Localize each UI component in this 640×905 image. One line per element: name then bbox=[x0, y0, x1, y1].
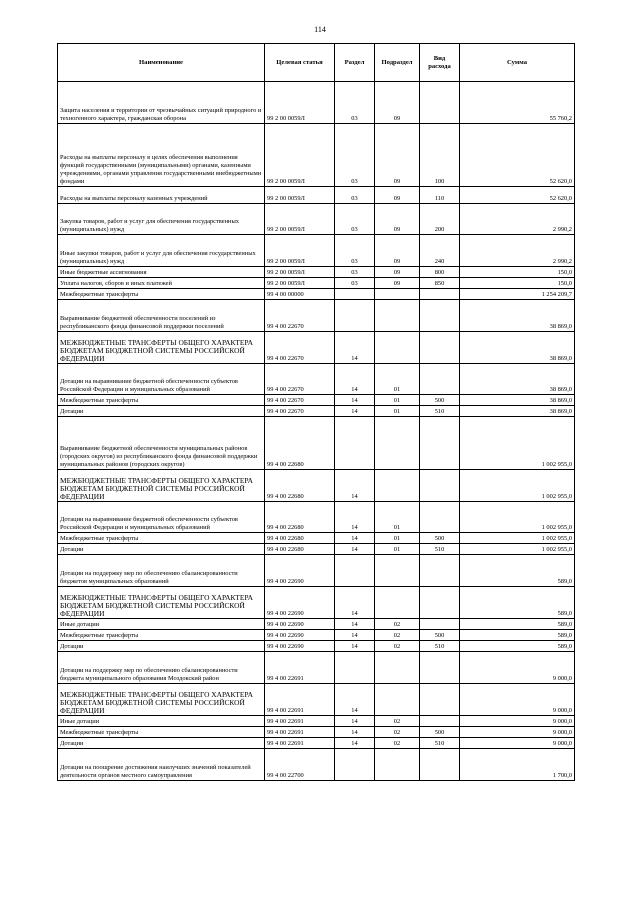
row-name-cell: Дотации на поддержку мер по обеспечению сбалансированности бюджетов муниципальных образований bbox=[58, 555, 265, 587]
row-section-cell bbox=[335, 749, 375, 781]
table-row bbox=[58, 204, 575, 235]
row-section-cell: 03 bbox=[335, 204, 375, 235]
row-name-cell: Межбюджетные трансферты bbox=[58, 289, 265, 300]
table-row bbox=[58, 82, 575, 124]
row-expense-type-cell bbox=[420, 684, 460, 716]
row-amount-cell: 589,0 bbox=[460, 630, 575, 641]
row-target-cell: 99 4 00 22690 bbox=[265, 555, 335, 587]
table-row bbox=[58, 738, 575, 749]
row-target-cell: 99 4 00 22680 bbox=[265, 470, 335, 502]
row-section-cell: 14 bbox=[335, 684, 375, 716]
row-expense-type-cell bbox=[420, 470, 460, 502]
row-expense-type-cell: 500 bbox=[420, 533, 460, 544]
budget-table bbox=[57, 43, 575, 781]
row-amount-cell: 589,0 bbox=[460, 619, 575, 630]
row-amount-cell: 2 990,2 bbox=[460, 235, 575, 267]
row-section-cell: 03 bbox=[335, 267, 375, 278]
table-row bbox=[58, 749, 575, 781]
row-expense-type-cell: 500 bbox=[420, 395, 460, 406]
row-name-cell: Дотации bbox=[58, 544, 265, 555]
row-expense-type-cell bbox=[420, 364, 460, 395]
row-section-cell bbox=[335, 555, 375, 587]
row-amount-cell: 1 002 955,0 bbox=[460, 470, 575, 502]
row-amount-cell: 1 700,0 bbox=[460, 749, 575, 781]
row-section-cell: 14 bbox=[335, 619, 375, 630]
row-section-cell: 14 bbox=[335, 395, 375, 406]
row-section-cell: 14 bbox=[335, 470, 375, 502]
row-expense-type-cell: 510 bbox=[420, 544, 460, 555]
row-expense-type-cell bbox=[420, 289, 460, 300]
row-name-cell: Защита населения и территории от чрезвычайных ситуаций природного и техногенного характера, гражданская оборона bbox=[58, 82, 265, 124]
row-name-cell: Межбюджетные трансферты bbox=[58, 395, 265, 406]
row-expense-type-cell: 510 bbox=[420, 406, 460, 417]
row-section-cell: 03 bbox=[335, 278, 375, 289]
row-subsection-cell bbox=[375, 555, 420, 587]
row-name-cell: Расходы на выплаты персоналу казенных учреждений bbox=[58, 187, 265, 204]
row-subsection-cell: 01 bbox=[375, 395, 420, 406]
table-row bbox=[58, 587, 575, 619]
row-target-cell: 99 4 00 22680 bbox=[265, 417, 335, 470]
row-expense-type-cell bbox=[420, 749, 460, 781]
row-target-cell: 99 4 00 22670 bbox=[265, 332, 335, 364]
row-subsection-cell: 02 bbox=[375, 727, 420, 738]
row-subsection-cell: 01 bbox=[375, 406, 420, 417]
row-amount-cell: 1 254 209,7 bbox=[460, 289, 575, 300]
row-target-cell: 99 4 00 22690 bbox=[265, 587, 335, 619]
row-subsection-cell: 02 bbox=[375, 619, 420, 630]
row-name-cell: Иные бюджетные ассигнования bbox=[58, 267, 265, 278]
row-amount-cell: 38 869,0 bbox=[460, 395, 575, 406]
row-expense-type-cell: 850 bbox=[420, 278, 460, 289]
row-subsection-cell: 09 bbox=[375, 187, 420, 204]
row-subsection-cell: 02 bbox=[375, 641, 420, 652]
row-name-cell: Иные закупки товаров, работ и услуг для обеспечения государственных (муниципальных) нужд bbox=[58, 235, 265, 267]
row-subsection-cell: 09 bbox=[375, 235, 420, 267]
table-row bbox=[58, 417, 575, 470]
row-target-cell: 99 2 00 0059Л bbox=[265, 235, 335, 267]
row-amount-cell: 38 869,0 bbox=[460, 406, 575, 417]
row-name-cell: МЕЖБЮДЖЕТНЫЕ ТРАНСФЕРТЫ ОБЩЕГО ХАРАКТЕРА БЮДЖЕТАМ БЮДЖЕТНОЙ СИСТЕМЫ РОССИЙСКОЙ ФЕДЕРАЦИИ bbox=[58, 684, 265, 716]
row-expense-type-cell: 510 bbox=[420, 738, 460, 749]
table-row bbox=[58, 278, 575, 289]
table-row bbox=[58, 727, 575, 738]
table-row bbox=[58, 364, 575, 395]
row-target-cell: 99 4 00 22690 bbox=[265, 641, 335, 652]
row-amount-cell: 52 620,0 bbox=[460, 187, 575, 204]
row-name-cell: МЕЖБЮДЖЕТНЫЕ ТРАНСФЕРТЫ ОБЩЕГО ХАРАКТЕРА БЮДЖЕТАМ БЮДЖЕТНОЙ СИСТЕМЫ РОССИЙСКОЙ ФЕДЕРАЦИИ bbox=[58, 587, 265, 619]
row-section-cell bbox=[335, 289, 375, 300]
row-target-cell: 99 4 00 22691 bbox=[265, 684, 335, 716]
row-section-cell bbox=[335, 300, 375, 332]
row-section-cell: 14 bbox=[335, 406, 375, 417]
row-target-cell: 99 4 00 22690 bbox=[265, 630, 335, 641]
table-row bbox=[58, 289, 575, 300]
table-row bbox=[58, 300, 575, 332]
row-name-cell: Дотации на поддержку мер по обеспечению сбалансированности бюджета муниципального образования Моздокский район bbox=[58, 652, 265, 684]
table-row bbox=[58, 533, 575, 544]
row-target-cell: 99 2 00 0059Л bbox=[265, 82, 335, 124]
row-section-cell bbox=[335, 652, 375, 684]
row-amount-cell: 9 000,0 bbox=[460, 716, 575, 727]
row-amount-cell: 9 000,0 bbox=[460, 684, 575, 716]
row-amount-cell: 589,0 bbox=[460, 641, 575, 652]
row-section-cell: 14 bbox=[335, 587, 375, 619]
row-section-cell: 14 bbox=[335, 727, 375, 738]
row-expense-type-cell: 510 bbox=[420, 641, 460, 652]
col-header-expense-type: Вид расхода bbox=[420, 44, 460, 82]
row-target-cell: 99 4 00 22670 bbox=[265, 406, 335, 417]
table-row bbox=[58, 630, 575, 641]
table-row bbox=[58, 395, 575, 406]
row-target-cell: 99 4 00 22691 bbox=[265, 738, 335, 749]
row-subsection-cell: 01 bbox=[375, 364, 420, 395]
table-row bbox=[58, 619, 575, 630]
row-name-cell: Межбюджетные трансферты bbox=[58, 630, 265, 641]
table-row bbox=[58, 544, 575, 555]
row-subsection-cell: 01 bbox=[375, 533, 420, 544]
col-header-amount: Сумма bbox=[460, 44, 575, 82]
row-name-cell: Межбюджетные трансферты bbox=[58, 533, 265, 544]
table-row bbox=[58, 124, 575, 187]
row-target-cell: 99 4 00 22691 bbox=[265, 652, 335, 684]
row-subsection-cell: 09 bbox=[375, 204, 420, 235]
row-expense-type-cell: 100 bbox=[420, 124, 460, 187]
row-expense-type-cell: 800 bbox=[420, 267, 460, 278]
row-subsection-cell: 09 bbox=[375, 278, 420, 289]
row-amount-cell: 38 869,0 bbox=[460, 332, 575, 364]
row-expense-type-cell bbox=[420, 652, 460, 684]
row-section-cell: 14 bbox=[335, 533, 375, 544]
table-row bbox=[58, 555, 575, 587]
table-row bbox=[58, 716, 575, 727]
row-name-cell: Закупка товаров, работ и услуг для обеспечения государственных (муниципальных) нужд bbox=[58, 204, 265, 235]
row-section-cell: 14 bbox=[335, 544, 375, 555]
row-amount-cell: 52 620,0 bbox=[460, 124, 575, 187]
row-subsection-cell bbox=[375, 749, 420, 781]
row-name-cell: МЕЖБЮДЖЕТНЫЕ ТРАНСФЕРТЫ ОБЩЕГО ХАРАКТЕРА БЮДЖЕТАМ БЮДЖЕТНОЙ СИСТЕМЫ РОССИЙСКОЙ ФЕДЕРАЦИИ bbox=[58, 470, 265, 502]
row-section-cell: 14 bbox=[335, 716, 375, 727]
col-header-subsection: Подраздел bbox=[375, 44, 420, 82]
table-row bbox=[58, 406, 575, 417]
row-section-cell bbox=[335, 417, 375, 470]
row-target-cell: 99 4 00 22670 bbox=[265, 300, 335, 332]
row-amount-cell: 9 000,0 bbox=[460, 652, 575, 684]
row-subsection-cell: 02 bbox=[375, 716, 420, 727]
row-expense-type-cell bbox=[420, 555, 460, 587]
row-subsection-cell bbox=[375, 417, 420, 470]
row-expense-type-cell: 500 bbox=[420, 727, 460, 738]
row-amount-cell: 1 002 955,0 bbox=[460, 502, 575, 533]
row-subsection-cell bbox=[375, 289, 420, 300]
row-subsection-cell: 02 bbox=[375, 630, 420, 641]
row-target-cell: 99 4 00 00000 bbox=[265, 289, 335, 300]
table-row bbox=[58, 235, 575, 267]
row-section-cell: 14 bbox=[335, 364, 375, 395]
row-subsection-cell: 01 bbox=[375, 502, 420, 533]
row-section-cell: 03 bbox=[335, 82, 375, 124]
row-amount-cell: 150,0 bbox=[460, 278, 575, 289]
row-expense-type-cell bbox=[420, 587, 460, 619]
row-section-cell: 14 bbox=[335, 332, 375, 364]
row-name-cell: Дотации на выравнивание бюджетной обеспеченности субъектов Российской Федерации и муниципальных образований bbox=[58, 502, 265, 533]
row-amount-cell: 38 869,0 bbox=[460, 364, 575, 395]
row-expense-type-cell bbox=[420, 716, 460, 727]
row-target-cell: 99 4 00 22670 bbox=[265, 395, 335, 406]
row-target-cell: 99 4 00 22691 bbox=[265, 727, 335, 738]
row-target-cell: 99 4 00 22691 bbox=[265, 716, 335, 727]
row-expense-type-cell bbox=[420, 502, 460, 533]
row-subsection-cell: 02 bbox=[375, 738, 420, 749]
row-expense-type-cell bbox=[420, 300, 460, 332]
table-row bbox=[58, 267, 575, 278]
row-section-cell: 14 bbox=[335, 630, 375, 641]
row-amount-cell: 9 000,0 bbox=[460, 738, 575, 749]
page-number: 114 bbox=[314, 25, 326, 34]
row-amount-cell: 2 990,2 bbox=[460, 204, 575, 235]
row-subsection-cell bbox=[375, 300, 420, 332]
row-name-cell: Дотации bbox=[58, 406, 265, 417]
table-row bbox=[58, 332, 575, 364]
row-name-cell: Дотации на поощрение достижения наилучших значений показателей деятельности органов местного самоуправления bbox=[58, 749, 265, 781]
row-subsection-cell: 09 bbox=[375, 267, 420, 278]
row-subsection-cell bbox=[375, 684, 420, 716]
table-row bbox=[58, 187, 575, 204]
row-amount-cell: 38 869,0 bbox=[460, 300, 575, 332]
row-amount-cell: 150,0 bbox=[460, 267, 575, 278]
row-name-cell: Дотации bbox=[58, 738, 265, 749]
row-target-cell: 99 2 00 0059Л bbox=[265, 124, 335, 187]
table-body bbox=[58, 82, 575, 781]
row-target-cell: 99 4 00 22680 bbox=[265, 544, 335, 555]
row-amount-cell: 9 000,0 bbox=[460, 727, 575, 738]
row-target-cell: 99 2 00 0059Л bbox=[265, 204, 335, 235]
table-row bbox=[58, 652, 575, 684]
row-subsection-cell: 01 bbox=[375, 544, 420, 555]
row-subsection-cell: 09 bbox=[375, 124, 420, 187]
row-target-cell: 99 4 00 22670 bbox=[265, 364, 335, 395]
row-section-cell: 03 bbox=[335, 235, 375, 267]
row-name-cell: Уплата налогов, сборов и иных платежей bbox=[58, 278, 265, 289]
col-header-target: Целевая статья bbox=[265, 44, 335, 82]
row-amount-cell: 1 002 955,0 bbox=[460, 417, 575, 470]
row-name-cell: Межбюджетные трансферты bbox=[58, 727, 265, 738]
row-amount-cell: 1 002 955,0 bbox=[460, 533, 575, 544]
row-name-cell: Иные дотации bbox=[58, 716, 265, 727]
row-section-cell: 14 bbox=[335, 738, 375, 749]
row-name-cell: Иные дотации bbox=[58, 619, 265, 630]
row-expense-type-cell: 500 bbox=[420, 630, 460, 641]
row-subsection-cell: 09 bbox=[375, 82, 420, 124]
col-header-section: Раздел bbox=[335, 44, 375, 82]
row-target-cell: 99 4 00 22680 bbox=[265, 502, 335, 533]
row-name-cell: Выравнивание бюджетной обеспеченности муниципальных районов (городских округов) из республиканского фонда финансовой поддержки муниципальных районов (городских округов) bbox=[58, 417, 265, 470]
row-target-cell: 99 4 00 22700 bbox=[265, 749, 335, 781]
row-expense-type-cell: 110 bbox=[420, 187, 460, 204]
row-name-cell: МЕЖБЮДЖЕТНЫЕ ТРАНСФЕРТЫ ОБЩЕГО ХАРАКТЕРА БЮДЖЕТАМ БЮДЖЕТНОЙ СИСТЕМЫ РОССИЙСКОЙ ФЕДЕРАЦИИ bbox=[58, 332, 265, 364]
row-expense-type-cell bbox=[420, 619, 460, 630]
row-expense-type-cell: 200 bbox=[420, 204, 460, 235]
table-row bbox=[58, 502, 575, 533]
row-section-cell: 03 bbox=[335, 187, 375, 204]
row-expense-type-cell: 240 bbox=[420, 235, 460, 267]
row-target-cell: 99 2 00 0059Л bbox=[265, 267, 335, 278]
row-target-cell: 99 2 00 0059Л bbox=[265, 187, 335, 204]
row-amount-cell: 589,0 bbox=[460, 555, 575, 587]
row-expense-type-cell bbox=[420, 417, 460, 470]
row-target-cell: 99 2 00 0059Л bbox=[265, 278, 335, 289]
row-subsection-cell bbox=[375, 652, 420, 684]
row-section-cell: 14 bbox=[335, 641, 375, 652]
row-target-cell: 99 4 00 22680 bbox=[265, 533, 335, 544]
row-name-cell: Выравнивание бюджетной обеспеченности поселений из республиканского фонда финансовой поддержки поселений bbox=[58, 300, 265, 332]
table-header-row bbox=[58, 44, 575, 82]
row-amount-cell: 1 002 955,0 bbox=[460, 544, 575, 555]
row-expense-type-cell bbox=[420, 332, 460, 364]
table-row bbox=[58, 684, 575, 716]
row-section-cell: 14 bbox=[335, 502, 375, 533]
row-section-cell: 03 bbox=[335, 124, 375, 187]
table-row bbox=[58, 641, 575, 652]
row-amount-cell: 55 760,2 bbox=[460, 82, 575, 124]
col-header-name: Наименование bbox=[58, 44, 265, 82]
table-row bbox=[58, 470, 575, 502]
row-subsection-cell bbox=[375, 587, 420, 619]
row-subsection-cell bbox=[375, 470, 420, 502]
row-amount-cell: 589,0 bbox=[460, 587, 575, 619]
row-target-cell: 99 4 00 22690 bbox=[265, 619, 335, 630]
row-name-cell: Дотации на выравнивание бюджетной обеспеченности субъектов Российской Федерации и муниципальных образований bbox=[58, 364, 265, 395]
row-name-cell: Расходы на выплаты персоналу в целях обеспечения выполнения функций государственными (муниципальными) органами, казенными учреждениями, органами управления государственными внебюджетными фондами bbox=[58, 124, 265, 187]
row-expense-type-cell bbox=[420, 82, 460, 124]
row-name-cell: Дотации bbox=[58, 641, 265, 652]
row-subsection-cell bbox=[375, 332, 420, 364]
